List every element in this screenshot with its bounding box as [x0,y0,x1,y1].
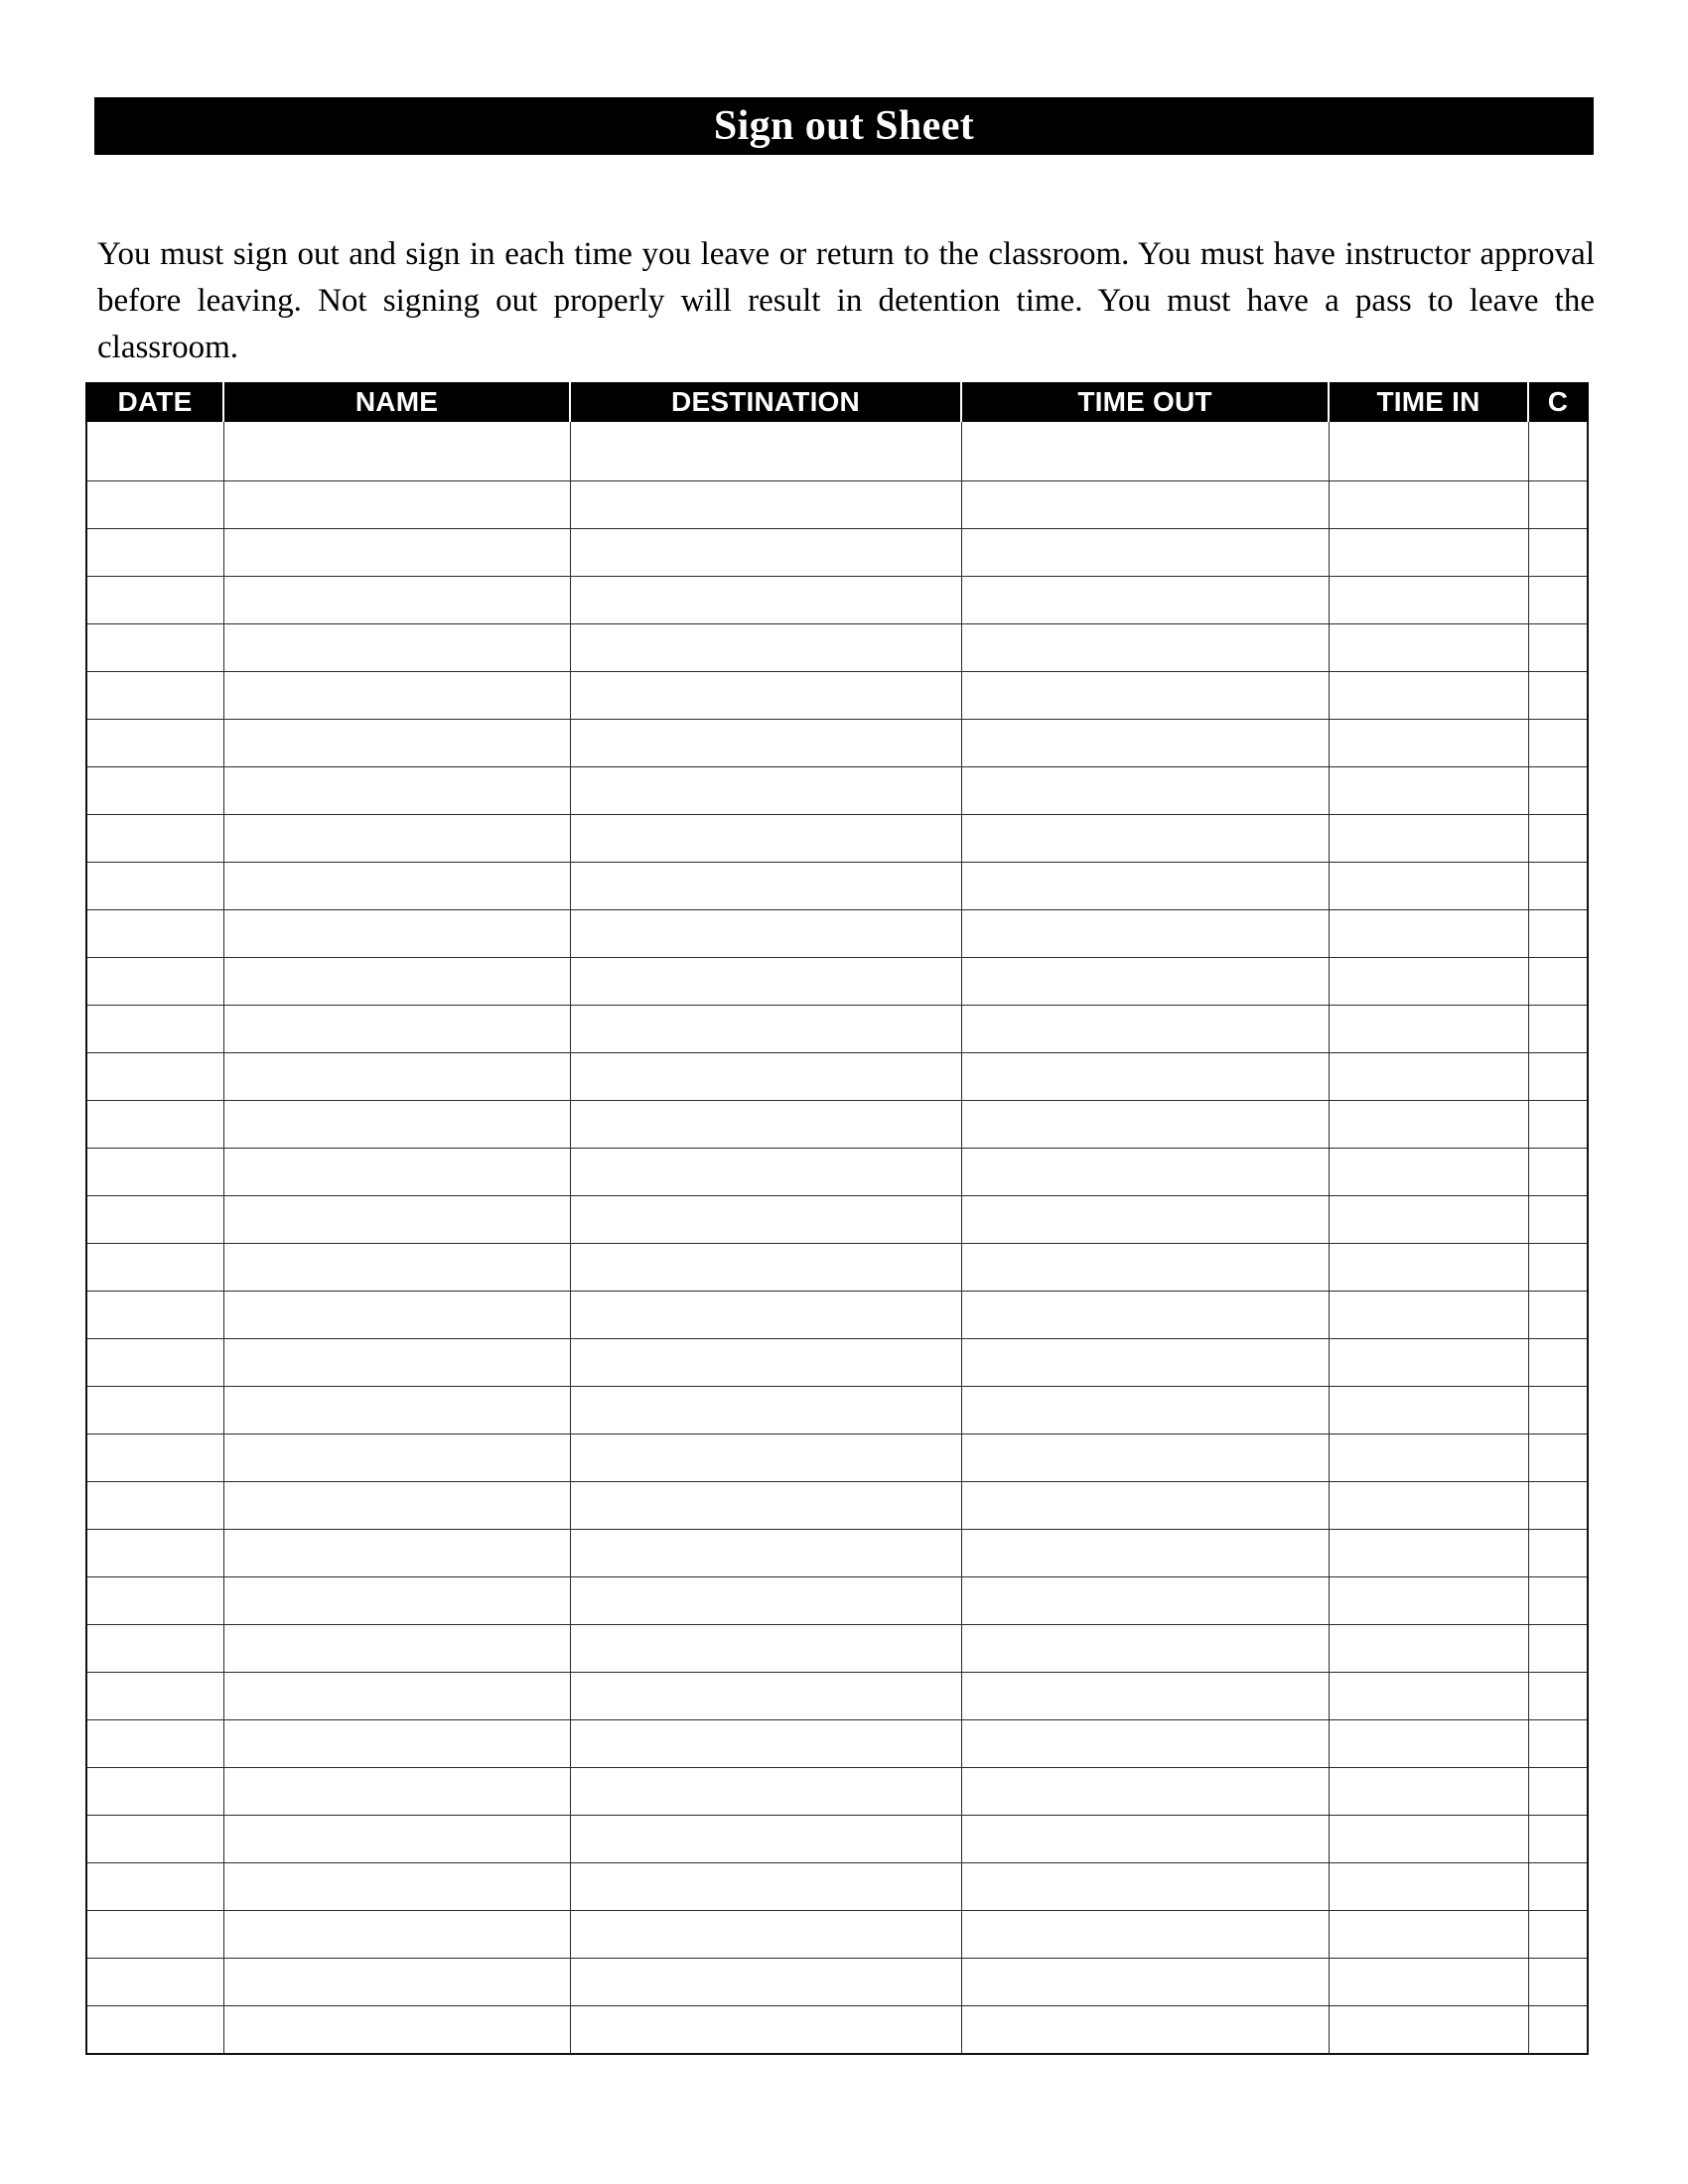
cell-name[interactable] [223,1530,570,1577]
table-row[interactable] [86,1101,1588,1149]
cell-name[interactable] [223,1911,570,1959]
cell-name[interactable] [223,1577,570,1625]
table-row[interactable] [86,767,1588,815]
cell-time_out[interactable] [961,1339,1329,1387]
cell-destination[interactable] [570,1673,961,1720]
cell-destination[interactable] [570,624,961,672]
cell-c[interactable] [1528,815,1588,863]
table-row[interactable] [86,1577,1588,1625]
cell-c[interactable] [1528,1244,1588,1292]
cell-date[interactable] [86,1482,223,1530]
cell-c[interactable] [1528,624,1588,672]
table-row[interactable] [86,1292,1588,1339]
table-row[interactable] [86,1625,1588,1673]
table-row[interactable] [86,1006,1588,1053]
cell-time_in[interactable] [1329,672,1528,720]
cell-name[interactable] [223,1006,570,1053]
cell-time_in[interactable] [1329,1768,1528,1816]
cell-name[interactable] [223,720,570,767]
cell-time_out[interactable] [961,624,1329,672]
cell-name[interactable] [223,1339,570,1387]
cell-time_out[interactable] [961,815,1329,863]
cell-destination[interactable] [570,1768,961,1816]
cell-time_out[interactable] [961,672,1329,720]
cell-time_in[interactable] [1329,2006,1528,2055]
cell-date[interactable] [86,624,223,672]
cell-name[interactable] [223,1720,570,1768]
cell-destination[interactable] [570,1053,961,1101]
cell-name[interactable] [223,1768,570,1816]
cell-c[interactable] [1528,1816,1588,1863]
cell-date[interactable] [86,1625,223,1673]
cell-name[interactable] [223,1625,570,1673]
cell-c[interactable] [1528,863,1588,910]
cell-c[interactable] [1528,1863,1588,1911]
table-body [86,422,1588,2055]
cell-destination[interactable] [570,720,961,767]
cell-c[interactable] [1528,910,1588,958]
cell-date[interactable] [86,1006,223,1053]
table-row[interactable] [86,1959,1588,2006]
cell-name[interactable] [223,422,570,481]
cell-time_out[interactable] [961,1149,1329,1196]
table-row[interactable] [86,1053,1588,1101]
cell-time_in[interactable] [1329,1530,1528,1577]
instructions-paragraph: You must sign out and sign in each time you leave or return to the classroom. You must have instructor approval before leaving. Not signing out properly will result in detention time. You must have a pass to leave the classroom. [97,236,1595,365]
column-header-c: C [1528,383,1588,422]
cell-name[interactable] [223,863,570,910]
cell-c[interactable] [1528,1196,1588,1244]
cell-time_out[interactable] [961,1530,1329,1577]
cell-date[interactable] [86,910,223,958]
cell-date[interactable] [86,1434,223,1482]
table-header [86,383,1588,422]
cell-destination[interactable] [570,1434,961,1482]
cell-date[interactable] [86,577,223,624]
cell-time_in[interactable] [1329,1434,1528,1482]
cell-date[interactable] [86,422,223,481]
cell-time_out[interactable] [961,1911,1329,1959]
cell-time_out[interactable] [961,529,1329,577]
table-row[interactable] [86,720,1588,767]
cell-time_out[interactable] [961,1292,1329,1339]
cell-destination[interactable] [570,1387,961,1434]
cell-date[interactable] [86,481,223,529]
cell-time_in[interactable] [1329,1387,1528,1434]
table-row[interactable] [86,910,1588,958]
cell-destination[interactable] [570,1720,961,1768]
cell-time_in[interactable] [1329,481,1528,529]
cell-c[interactable] [1528,720,1588,767]
cell-destination[interactable] [570,815,961,863]
cell-c[interactable] [1528,1720,1588,1768]
cell-time_out[interactable] [961,1625,1329,1673]
cell-destination[interactable] [570,481,961,529]
cell-name[interactable] [223,1053,570,1101]
cell-time_out[interactable] [961,422,1329,481]
cell-c[interactable] [1528,529,1588,577]
column-header-name: NAME [223,383,570,422]
signout-table-wrapper [85,382,1587,2055]
cell-c[interactable] [1528,1339,1588,1387]
table-header-row [86,383,1588,422]
table-row[interactable] [86,1244,1588,1292]
cell-destination[interactable] [570,1911,961,1959]
cell-time_in[interactable] [1329,577,1528,624]
cell-time_out[interactable] [961,910,1329,958]
cell-date[interactable] [86,1863,223,1911]
cell-name[interactable] [223,1196,570,1244]
cell-name[interactable] [223,529,570,577]
cell-time_out[interactable] [961,1720,1329,1768]
cell-c[interactable] [1528,1053,1588,1101]
cell-time_out[interactable] [961,720,1329,767]
cell-date[interactable] [86,720,223,767]
cell-destination[interactable] [570,2006,961,2055]
cell-time_in[interactable] [1329,1196,1528,1244]
cell-destination[interactable] [570,1577,961,1625]
table-row[interactable] [86,1196,1588,1244]
cell-name[interactable] [223,1434,570,1482]
cell-date[interactable] [86,1673,223,1720]
cell-time_out[interactable] [961,1959,1329,2006]
cell-date[interactable] [86,672,223,720]
cell-date[interactable] [86,1053,223,1101]
cell-date[interactable] [86,1911,223,1959]
cell-time_in[interactable] [1329,422,1528,481]
cell-time_in[interactable] [1329,1625,1528,1673]
cell-name[interactable] [223,815,570,863]
cell-destination[interactable] [570,1149,961,1196]
cell-time_in[interactable] [1329,1101,1528,1149]
cell-date[interactable] [86,767,223,815]
cell-name[interactable] [223,767,570,815]
table-row[interactable] [86,1387,1588,1434]
cell-date[interactable] [86,1816,223,1863]
cell-time_in[interactable] [1329,1863,1528,1911]
cell-date[interactable] [86,1149,223,1196]
cell-date[interactable] [86,1292,223,1339]
cell-name[interactable] [223,1816,570,1863]
cell-destination[interactable] [570,1339,961,1387]
cell-name[interactable] [223,1482,570,1530]
table-row[interactable] [86,1768,1588,1816]
table-row[interactable] [86,1673,1588,1720]
table-row[interactable] [86,863,1588,910]
table-row[interactable] [86,422,1588,481]
table-row[interactable] [86,624,1588,672]
table-row[interactable] [86,577,1588,624]
cell-name[interactable] [223,1863,570,1911]
cell-time_out[interactable] [961,767,1329,815]
cell-name[interactable] [223,577,570,624]
cell-time_in[interactable] [1329,624,1528,672]
table-row[interactable] [86,1863,1588,1911]
cell-time_out[interactable] [961,1101,1329,1149]
cell-destination[interactable] [570,1292,961,1339]
cell-c[interactable] [1528,481,1588,529]
cell-name[interactable] [223,624,570,672]
cell-date[interactable] [86,863,223,910]
cell-c[interactable] [1528,1959,1588,2006]
cell-destination[interactable] [570,1196,961,1244]
cell-destination[interactable] [570,1959,961,2006]
cell-date[interactable] [86,1196,223,1244]
cell-c[interactable] [1528,2006,1588,2055]
cell-c[interactable] [1528,1149,1588,1196]
table-row[interactable] [86,1530,1588,1577]
cell-name[interactable] [223,2006,570,2055]
cell-time_in[interactable] [1329,1053,1528,1101]
cell-time_in[interactable] [1329,1339,1528,1387]
cell-time_in[interactable] [1329,1482,1528,1530]
cell-name[interactable] [223,1149,570,1196]
cell-date[interactable] [86,958,223,1006]
table-row[interactable] [86,1149,1588,1196]
cell-c[interactable] [1528,1577,1588,1625]
cell-time_in[interactable] [1329,815,1528,863]
table-row[interactable] [86,1482,1588,1530]
cell-date[interactable] [86,2006,223,2055]
table-row[interactable] [86,815,1588,863]
cell-destination[interactable] [570,958,961,1006]
cell-destination[interactable] [570,1863,961,1911]
cell-time_out[interactable] [961,958,1329,1006]
cell-time_out[interactable] [961,1482,1329,1530]
cell-date[interactable] [86,1768,223,1816]
cell-destination[interactable] [570,1244,961,1292]
cell-name[interactable] [223,481,570,529]
signout-table [85,382,1589,2055]
cell-date[interactable] [86,529,223,577]
cell-time_out[interactable] [961,1577,1329,1625]
cell-c[interactable] [1528,577,1588,624]
cell-date[interactable] [86,815,223,863]
cell-time_out[interactable] [961,1387,1329,1434]
table-row[interactable] [86,1911,1588,1959]
cell-time_in[interactable] [1329,1911,1528,1959]
cell-destination[interactable] [570,863,961,910]
cell-destination[interactable] [570,422,961,481]
cell-c[interactable] [1528,1292,1588,1339]
column-header-time-out: TIME OUT [961,383,1329,422]
cell-time_in[interactable] [1329,1149,1528,1196]
cell-time_out[interactable] [961,1434,1329,1482]
cell-c[interactable] [1528,1768,1588,1816]
cell-time_in[interactable] [1329,1816,1528,1863]
column-header-date: DATE [86,383,223,422]
cell-c[interactable] [1528,1625,1588,1673]
cell-time_in[interactable] [1329,1959,1528,2006]
cell-c[interactable] [1528,1673,1588,1720]
cell-destination[interactable] [570,672,961,720]
cell-name[interactable] [223,1673,570,1720]
cell-time_out[interactable] [961,2006,1329,2055]
cell-time_in[interactable] [1329,720,1528,767]
cell-c[interactable] [1528,1387,1588,1434]
cell-time_out[interactable] [961,1816,1329,1863]
cell-time_in[interactable] [1329,1006,1528,1053]
cell-time_out[interactable] [961,1196,1329,1244]
cell-time_out[interactable] [961,1768,1329,1816]
cell-name[interactable] [223,958,570,1006]
table-row[interactable] [86,1816,1588,1863]
table-row[interactable] [86,672,1588,720]
table-row[interactable] [86,2006,1588,2055]
cell-destination[interactable] [570,1101,961,1149]
cell-time_in[interactable] [1329,1292,1528,1339]
column-header-time-in: TIME IN [1329,383,1528,422]
cell-c[interactable] [1528,672,1588,720]
cell-name[interactable] [223,910,570,958]
cell-c[interactable] [1528,422,1588,481]
cell-name[interactable] [223,672,570,720]
cell-time_out[interactable] [961,863,1329,910]
cell-destination[interactable] [570,1816,961,1863]
cell-c[interactable] [1528,1434,1588,1482]
cell-date[interactable] [86,1101,223,1149]
column-header-destination: DESTINATION [570,383,961,422]
cell-date[interactable] [86,1387,223,1434]
cell-date[interactable] [86,1577,223,1625]
cell-date[interactable] [86,1244,223,1292]
table-row[interactable] [86,958,1588,1006]
cell-time_out[interactable] [961,577,1329,624]
cell-time_in[interactable] [1329,767,1528,815]
cell-time_in[interactable] [1329,1577,1528,1625]
cell-time_in[interactable] [1329,1720,1528,1768]
cell-destination[interactable] [570,1530,961,1577]
page-title: Sign out Sheet [713,103,975,149]
cell-c[interactable] [1528,1911,1588,1959]
cell-date[interactable] [86,1720,223,1768]
cell-time_out[interactable] [961,1006,1329,1053]
cell-name[interactable] [223,1292,570,1339]
cell-time_in[interactable] [1329,529,1528,577]
cell-destination[interactable] [570,577,961,624]
table-row[interactable] [86,1720,1588,1768]
cell-date[interactable] [86,1339,223,1387]
cell-time_in[interactable] [1329,1673,1528,1720]
cell-time_out[interactable] [961,1673,1329,1720]
cell-c[interactable] [1528,958,1588,1006]
cell-time_in[interactable] [1329,863,1528,910]
cell-destination[interactable] [570,1625,961,1673]
cell-name[interactable] [223,1101,570,1149]
cell-c[interactable] [1528,1101,1588,1149]
table-row[interactable] [86,1434,1588,1482]
title-banner [94,97,1594,155]
cell-time_out[interactable] [961,481,1329,529]
cell-destination[interactable] [570,910,961,958]
table-row[interactable] [86,1339,1588,1387]
cell-time_out[interactable] [961,1244,1329,1292]
cell-time_out[interactable] [961,1863,1329,1911]
cell-time_in[interactable] [1329,910,1528,958]
cell-c[interactable] [1528,767,1588,815]
cell-c[interactable] [1528,1530,1588,1577]
cell-name[interactable] [223,1244,570,1292]
cell-c[interactable] [1528,1006,1588,1053]
cell-time_in[interactable] [1329,1244,1528,1292]
cell-destination[interactable] [570,767,961,815]
cell-destination[interactable] [570,1006,961,1053]
cell-destination[interactable] [570,529,961,577]
cell-destination[interactable] [570,1482,961,1530]
cell-date[interactable] [86,1959,223,2006]
cell-time_in[interactable] [1329,958,1528,1006]
cell-c[interactable] [1528,1482,1588,1530]
cell-date[interactable] [86,1530,223,1577]
cell-name[interactable] [223,1387,570,1434]
cell-name[interactable] [223,1959,570,2006]
cell-time_out[interactable] [961,1053,1329,1101]
table-row[interactable] [86,529,1588,577]
table-row[interactable] [86,481,1588,529]
